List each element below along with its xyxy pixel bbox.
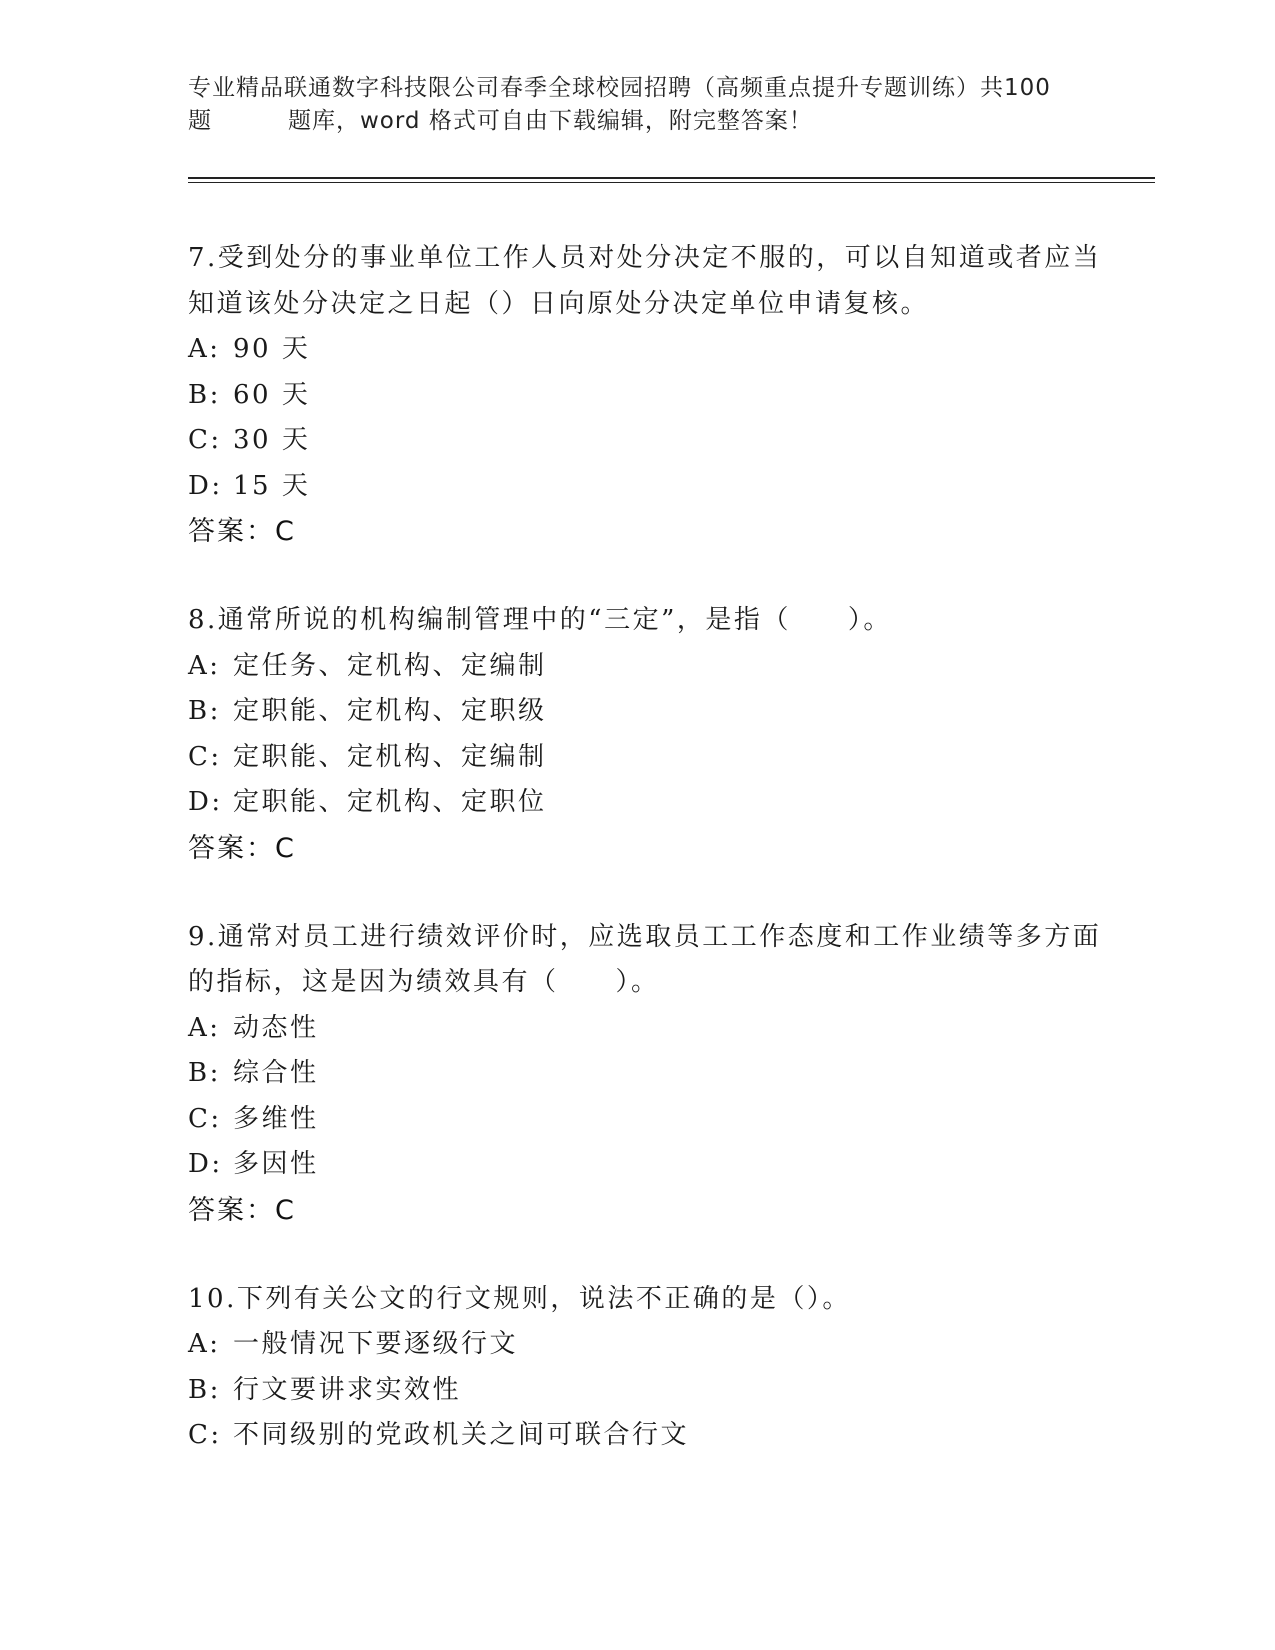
option-d [188, 464, 1118, 510]
option-text: 多因性 [233, 1149, 319, 1179]
header-divider-thick [188, 177, 1155, 179]
question-8 [188, 598, 1118, 872]
option-key: D: [188, 787, 223, 817]
option-key: D: [188, 470, 223, 501]
option-a [188, 1322, 1118, 1368]
questions-list [188, 236, 1118, 1502]
option-c [188, 1413, 1118, 1459]
option-b [188, 1051, 1118, 1097]
question-7 [188, 236, 1118, 555]
option-text: 60 天 [233, 379, 311, 410]
option-text: 多维性 [233, 1103, 319, 1134]
option-text: 一般情况下要逐级行文 [233, 1329, 519, 1359]
option-c [188, 1097, 1118, 1143]
answer-line: 答案：C [188, 516, 296, 547]
option-b [188, 689, 1118, 735]
option-c [188, 418, 1118, 464]
header-title-line-2 [188, 105, 1088, 138]
option-text: 综合性 [233, 1058, 319, 1088]
option-text: 定职能、定机构、定职位 [233, 787, 547, 817]
option-text: 不同级别的党政机关之间可联合行文 [233, 1420, 690, 1450]
question-text: 9.通常对员工进行绩效评价时，应选取员工工作态度和工作业绩等多方面的指标，这是因为绩效具有（ ）。 [188, 921, 1102, 997]
option-key: B: [188, 1374, 221, 1405]
option-a [188, 327, 1118, 373]
option-d [188, 780, 1118, 826]
option-text: 行文要讲求实效性 [233, 1374, 462, 1405]
option-text: 90 天 [233, 334, 311, 364]
option-c [188, 735, 1118, 781]
option-key: A: [188, 1329, 221, 1359]
option-key: A: [188, 334, 221, 364]
option-key: D: [188, 1149, 223, 1179]
option-text: 定职能、定机构、定编制 [233, 741, 547, 772]
option-key: B: [188, 1058, 221, 1088]
question-text: 8.通常所说的机构编制管理中的“三定”，是指（ ）。 [188, 605, 892, 635]
header-title-line-1: 专业精品联通数字科技限公司春季全球校园招聘（高频重点提升专题训练）共100 [188, 75, 1051, 101]
option-b [188, 373, 1118, 419]
option-text: 定职能、定机构、定职级 [233, 696, 547, 726]
header-title-line-2-rest: 题库，word 格式可自由下载编辑，附完整答案！ [288, 108, 813, 134]
option-key: B: [188, 696, 221, 726]
option-b [188, 1368, 1118, 1414]
option-key: A: [188, 650, 221, 681]
option-a [188, 1006, 1118, 1052]
option-text: 15 天 [233, 470, 311, 501]
option-text: 定任务、定机构、定编制 [233, 650, 547, 681]
option-text: 动态性 [233, 1012, 319, 1043]
option-key: C: [188, 1420, 222, 1450]
answer-line: 答案：C [188, 1194, 296, 1226]
option-d [188, 1142, 1118, 1188]
header-divider-thin [188, 182, 1155, 183]
answer-line: 答案：C [188, 832, 296, 864]
question-10 [188, 1277, 1118, 1459]
header-title-line-2-start: 题 [188, 108, 212, 134]
option-key: C: [188, 1103, 222, 1134]
option-text: 30 天 [233, 425, 311, 455]
document-header [188, 72, 1088, 138]
option-key: C: [188, 425, 222, 455]
question-text: 10.下列有关公文的行文规则，说法不正确的是（）。 [188, 1283, 851, 1314]
option-key: C: [188, 741, 222, 772]
option-key: A: [188, 1012, 221, 1043]
option-key: B: [188, 379, 221, 410]
question-text: 7.受到处分的事业单位工作人员对处分决定不服的，可以自知道或者应当知道该处分决定之日起（）日向原处分决定单位申请复核。 [188, 243, 1102, 319]
option-a [188, 644, 1118, 690]
question-9 [188, 915, 1118, 1234]
